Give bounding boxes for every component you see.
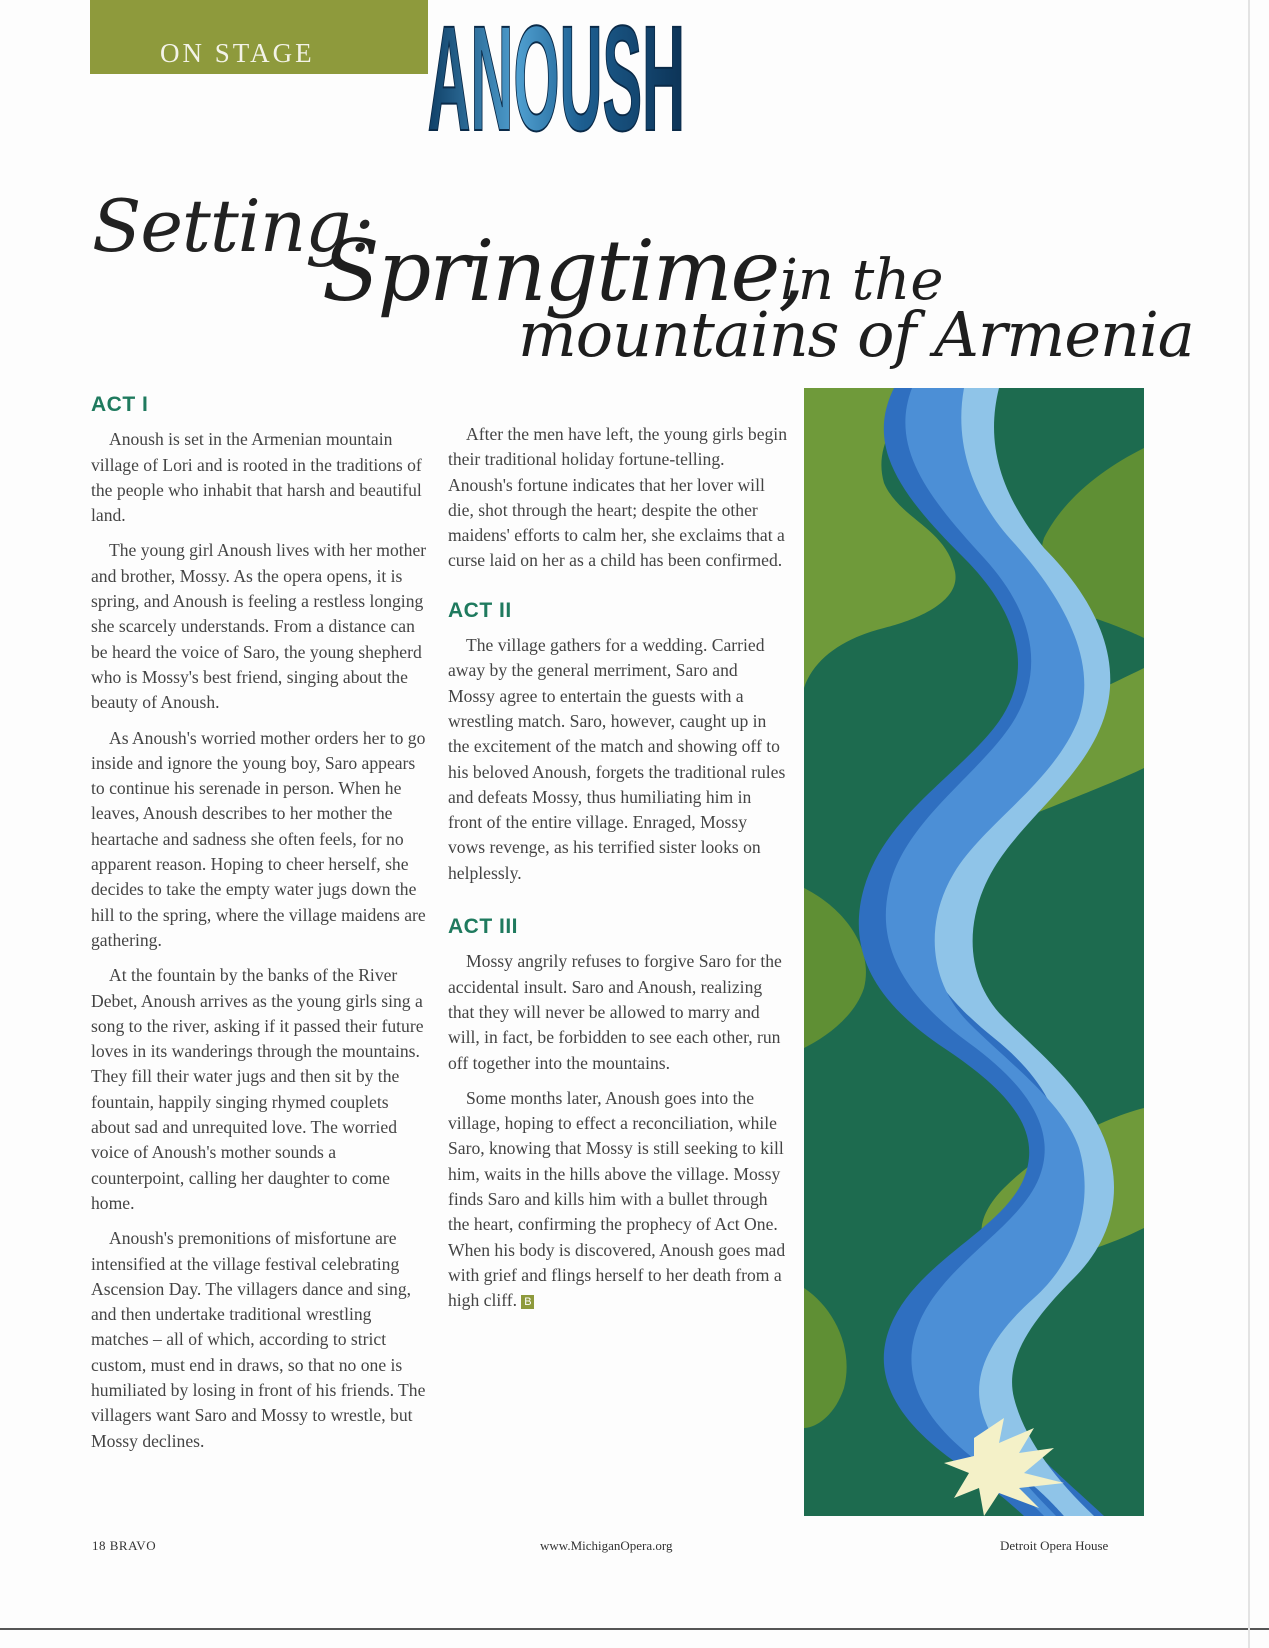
- act-i-paragraph: Anoush is set in the Armenian mountain village of Lori and is rooted in the traditions of the people who inhabit that harsh and beautiful land.: [91, 429, 422, 526]
- act-i-paragraph: As Anoush's worried mother orders her to go inside and ignore the young boy, Saro appears to continue his serenade in person. When he leaves, Anoush describes to her mother the heartache and sadness she often feels, for no apparent reason. Hoping to cheer herself, she decides to take the empty water jugs down the hill to the spring, where the village maidens are gathering.: [91, 727, 426, 950]
- act-iii-paragraph-last: [448, 1086, 788, 1314]
- act-i-paragraph: At the fountain by the banks of the River Debet, Anoush arrives as the young girls sing a song to the river, asking if it passed their future loves in its wanderings through the mountains. They fill their water jugs and then sit by the fountain, happily singing rhymed couplets about sad and unrequited love. The worried voice of Anoush's mother sounds a counterpoint, calling her daughter to come home.: [91, 965, 424, 1213]
- act-i-continued-paragraph: After the men have left, the young girls begin their traditional holiday fortune-telling. Anoush's fortune indicates that her lover will die, shot through the heart; despite the other maidens' efforts to calm her, she exclaims that a curse laid on her as a child has been confirmed.: [448, 424, 787, 571]
- act-iii-heading: ACT III: [448, 915, 518, 939]
- headline-mountains: mountains of Armenia: [518, 298, 1194, 371]
- act-i-paragraph: The young girl Anoush lives with her mother and brother, Mossy. As the opera opens, it is spring, and Anoush is feeling a restless longing she scarcely understands. From a distance can be heard the voice of Saro, the young shepherd who is Mossy's best friend, singing about the beauty of Anoush.: [91, 540, 427, 713]
- act-i-heading: ACT I: [91, 393, 149, 416]
- act-i-paragraph: Anoush's premonitions of misfortune are intensified at the village festival celebrating Ascension Day. The villagers dance and sing, and then undertake traditional wrestling matches – all of which, according to strict custom, must end in draws, so that no one is humiliated by losing in front of his friends. The villagers want Saro and Mossy to wrestle, but Mossy declines.: [91, 1228, 426, 1451]
- bottom-rule: [0, 1628, 1269, 1630]
- river-artwork: [804, 388, 1144, 1516]
- section-label: ON STAGE: [160, 38, 315, 68]
- headline-in-the: in the: [780, 248, 944, 313]
- footer-venue: Detroit Opera House: [1000, 1538, 1109, 1553]
- footer-url[interactable]: www.MichiganOpera.org: [540, 1538, 673, 1553]
- logo-text: ANOUSH: [427, 0, 685, 163]
- page-label: 18 BRAVO: [92, 1538, 157, 1553]
- headline-setting: Setting:: [92, 184, 374, 268]
- act-ii-paragraph: The village gathers for a wedding. Carried away by the general merriment, Saro and Mossy agree to entertain the guests with a wrestling match. Saro, however, caught up in the excitement of the match and showing off to his beloved Anoush, forgets the traditional rules and defeats Mossy, thus humiliating him in front of the entire village. Enraged, Mossy vows revenge, as his terrified sister looks on helplessly.: [448, 635, 786, 883]
- column-left: [91, 392, 431, 1464]
- anoush-logo: [412, 0, 702, 163]
- column-middle: [448, 422, 788, 1324]
- act-iii-paragraph: Mossy angrily refuses to forgive Saro for the accidental insult. Saro and Anoush, realizing that they will never be allowed to marry and will, in fact, be forbidden to see each other, run off together into the mountains.: [448, 951, 782, 1073]
- act-iii-paragraph-text: Some months later, Anoush goes into the village, hoping to effect a reconciliation, while Saro, knowing that Mossy is still seeking to kill him, waits in the hills above the village. Mossy finds Saro and kills him with a bullet through the heart, confirming the prophecy of Act One. When his body is discovered, Anoush goes mad with grief and flings herself to her death from a high cliff.: [448, 1087, 786, 1311]
- headline-springtime: Springtime,: [322, 222, 803, 320]
- act-ii-heading: ACT II: [448, 598, 512, 622]
- page-edge: [1248, 0, 1250, 1648]
- end-mark-icon: B: [521, 1295, 534, 1309]
